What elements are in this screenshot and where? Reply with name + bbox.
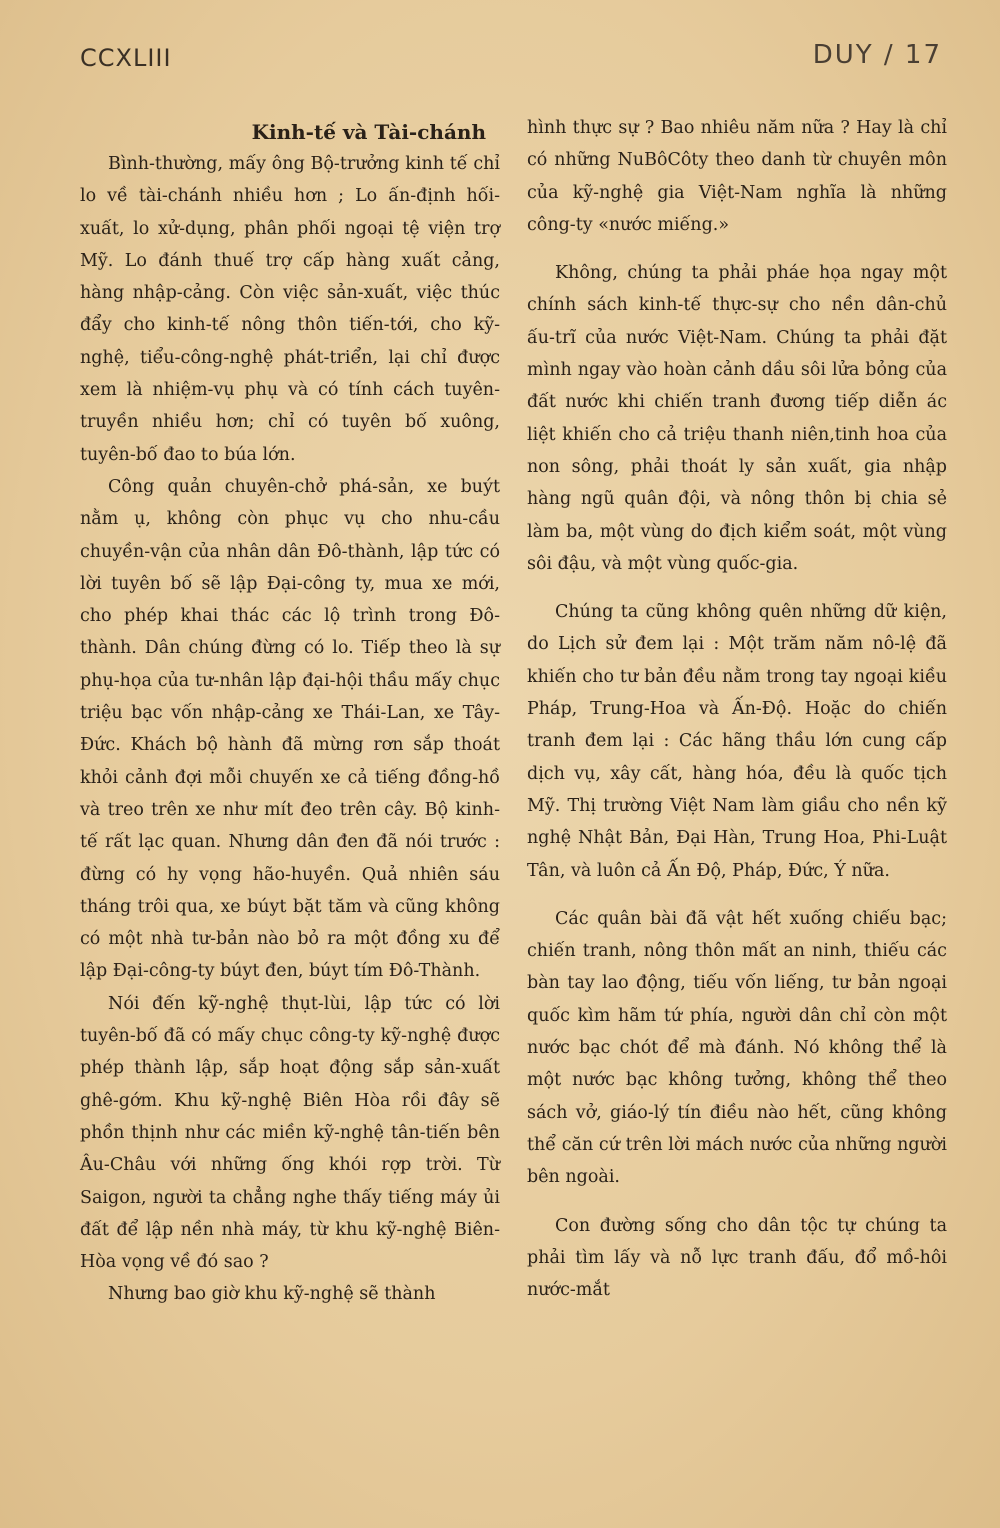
paragraph: Công quản chuyên-chở phá-sản, xe buýt nằm ụ, không còn phục vụ cho nhu-cầu chuyền-vận của nhân dân Đô-thành, lập tức có lời tuyên bố sẽ lập Đại-công ty, mua xe mới, cho phép khai thác các lộ trình trong Đô-thành. Dân chúng đừng có lo. Tiếp theo là sự phụ-họa của tư-nhân lập đại-hội thầu mấy chục triệu bạc vốn nhập-cảng xe Thái-Lan, xe Tây-Đức. Khách bộ hành đã mừng rơn sắp thoát khỏi cảnh đợi mỗi chuyến xe cả tiếng đồng-hồ và treo trên xe như mít đeo trên cây. Bộ kinh-tế rất lạc quan. Nhưng dân đen đã nói trước : đừng có hy vọng hão-huyền. Quả nhiên sáu tháng trôi qua, xe búyt bặt tăm và cũng không có một nhà tư-bản nào bỏ ra một đồng xu để lập Đại-công-ty búyt đen, búyt tím Đô-Thành. <box>80 476 500 982</box>
left-column <box>80 112 500 1311</box>
paragraph: Con đường sống cho dân tộc tự chúng ta phải tìm lấy và nỗ lực tranh đấu, đổ mồ-hôi nước-mắt <box>527 1215 947 1301</box>
issue-number: CCXLIII <box>80 44 172 72</box>
page-number: DUY / 17 <box>812 40 942 70</box>
paragraph: Nhưng bao giờ khu kỹ-nghệ sẽ thành <box>108 1284 436 1305</box>
paragraph: Không, chúng ta phải pháe họa ngay một chính sách kinh-tế thực-sự cho nền dân-chủ ấu-trĩ của nước Việt-Nam. Chúng ta phải đặt mình ngay vào hoàn cảnh dầu sôi lửa bỏng của đất nước khi chiến tranh đương tiếp diễn ác liệt khiến cho cả triệu thanh niên,tinh hoa của non sông, phải thoát ly sản xuất, gia nhập hàng ngũ quân đội, và nông thôn bị chia sẻ làm ba, một vùng do địch kiểm soát, một vùng sôi đậu, và một vùng quốc-gia. <box>527 263 947 574</box>
paragraph: hình thực sự ? Bao nhiêu năm nữa ? Hay là chỉ có những NuBôCôty theo danh từ chuyên môn của kỹ-nghệ gia Việt-Nam nghĩa là những công-ty «nước miếng.» <box>527 118 947 235</box>
paragraph: Bình-thường, mấy ông Bộ-trưởng kinh tế chỉ lo về tài-chánh nhiều hơn ; Lo ấn-định hối-xuất, lo xử-dụng, phân phối ngoại tệ viện trợ Mỹ. Lo đánh thuế trợ cấp hàng xuất cảng, hàng nhập-cảng. Còn việc sản-xuất, việc thúc đẩy cho kinh-tế nông thôn tiến-tới, cho kỹ-nghệ, tiểu-công-nghệ phát-triển, lại chỉ được xem là nhiệm-vụ phụ và có tính cách tuyên-truyền nhiều hơn; chỉ có tuyên bố xuông, tuyên-bố đao to búa lớn. <box>80 154 500 465</box>
page-header <box>0 40 1000 80</box>
right-column <box>527 112 947 1322</box>
paragraph: Chúng ta cũng không quên những dữ kiện, do Lịch sử đem lại : Một trăm năm nô-lệ đã khiến cho tư bản đều nằm trong tay ngoại kiều Pháp, Trung-Hoa và Ấn-Độ. Hoặc do chiến tranh đem lại : Các hãng thầu lớn cung cấp dịch vụ, xây cất, hàng hóa, đều là quốc tịch Mỹ. Thị trường Việt Nam làm giầu cho nền kỹ nghệ Nhật Bản, Đại Hàn, Trung Hoa, Phi-Luật Tân, và luôn cả Ấn Độ, Pháp, Đức, Ý nữa. <box>527 602 947 881</box>
paragraph: Nói đến kỹ-nghệ thụt-lùi, lập tức có lời tuyên-bố đã có mấy chục công-ty kỹ-nghệ được phép thành lập, sắp hoạt động sắp sản-xuất ghê-gớm. Khu kỹ-nghệ Biên Hòa rồi đây sẽ phồn thịnh như các miền kỹ-nghệ tân-tiến bên Âu-Châu với những ống khói rợp trời. Từ Saigon, người ta chẳng nghe thấy tiếng máy ủi đất để lập nền nhà máy, từ khu kỹ-nghệ Biên-Hòa vọng về đó sao ? <box>80 993 500 1273</box>
article-title: Kinh-tế và Tài-chánh <box>251 120 486 144</box>
paragraph: Các quân bài đã vật hết xuống chiếu bạc; chiến tranh, nông thôn mất an ninh, thiếu các bàn tay lao động, tiếu vốn liếng, tư bản ngoại quốc kìm hãm tứ phía, người dân chỉ còn một nước bạc chót để mà đánh. Nó không thể là một nước bạc không tưởng, không thể theo sách vở, giáo-lý tín điều nào hết, cũng không thể căn cứ trên lời mách nước của những người bên ngoài. <box>527 908 947 1188</box>
